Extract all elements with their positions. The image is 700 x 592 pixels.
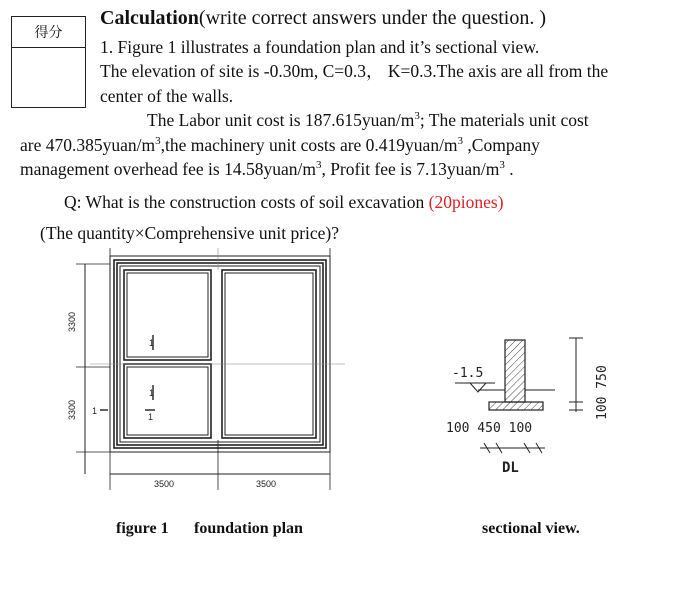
superscript: 3 bbox=[457, 135, 464, 148]
dim-vertical-1: 3300 bbox=[67, 311, 77, 332]
question-text: Q: What is the construction costs of soil excavation bbox=[64, 192, 429, 212]
section-height: 100 750 bbox=[595, 365, 610, 420]
materials-text: are 470.385yuan/m bbox=[20, 135, 156, 155]
center-line: center of the walls. bbox=[100, 86, 234, 106]
machinery-text: ,the machinery unit costs are 0.419yuan/m bbox=[160, 135, 458, 155]
superscript: 3 bbox=[499, 159, 505, 172]
dim-vertical-2: 3300 bbox=[67, 399, 77, 420]
caption-figure-1: figure 1 bbox=[116, 520, 169, 537]
question-1: 1. Figure 1 illustrates a foundation plan and it’s sectional view. bbox=[100, 37, 540, 57]
profit-text: , Profit fee is 7.13yuan/m bbox=[321, 159, 500, 179]
superscript: 3 bbox=[155, 135, 161, 148]
period-text: . bbox=[504, 159, 514, 179]
question-points: (20piones) bbox=[428, 192, 504, 212]
section-widths: 100 450 100 bbox=[446, 421, 533, 436]
section-mark-1: 1 bbox=[149, 338, 155, 348]
score-label: 得分 bbox=[12, 17, 85, 48]
caption-sectional-view: sectional view. bbox=[482, 520, 580, 537]
labor-text-2: ; The materials unit cost bbox=[419, 110, 589, 130]
elevation-line: The elevation of site is -0.30m, C=0.3， K=0.3.The axis are all from the bbox=[100, 61, 609, 81]
section-dl: DL bbox=[502, 460, 519, 476]
company-text: ,Company bbox=[463, 135, 540, 155]
management-text: management overhead fee is 14.58yuan/m bbox=[20, 159, 316, 179]
dim-horizontal-1: 3500 bbox=[154, 479, 175, 489]
labor-text: The Labor unit cost is 187.615yuan/m bbox=[147, 110, 415, 130]
caption-foundation-plan: foundation plan bbox=[194, 520, 303, 537]
section-mark-4: 1 bbox=[148, 412, 154, 422]
dim-horizontal-2: 3500 bbox=[256, 479, 277, 489]
heading-rest: (write correct answers under the question. ) bbox=[198, 7, 546, 29]
quantity-line: (The quantity×Comprehensive unit price)? bbox=[40, 223, 340, 243]
section-mark-2: 1 bbox=[149, 388, 155, 398]
superscript: 3 bbox=[414, 110, 420, 123]
section-mark-3: 1 bbox=[92, 406, 98, 416]
superscript: 3 bbox=[315, 159, 322, 172]
heading-bold: Calculation bbox=[100, 7, 199, 29]
section-depth: -1.5 bbox=[452, 366, 484, 381]
